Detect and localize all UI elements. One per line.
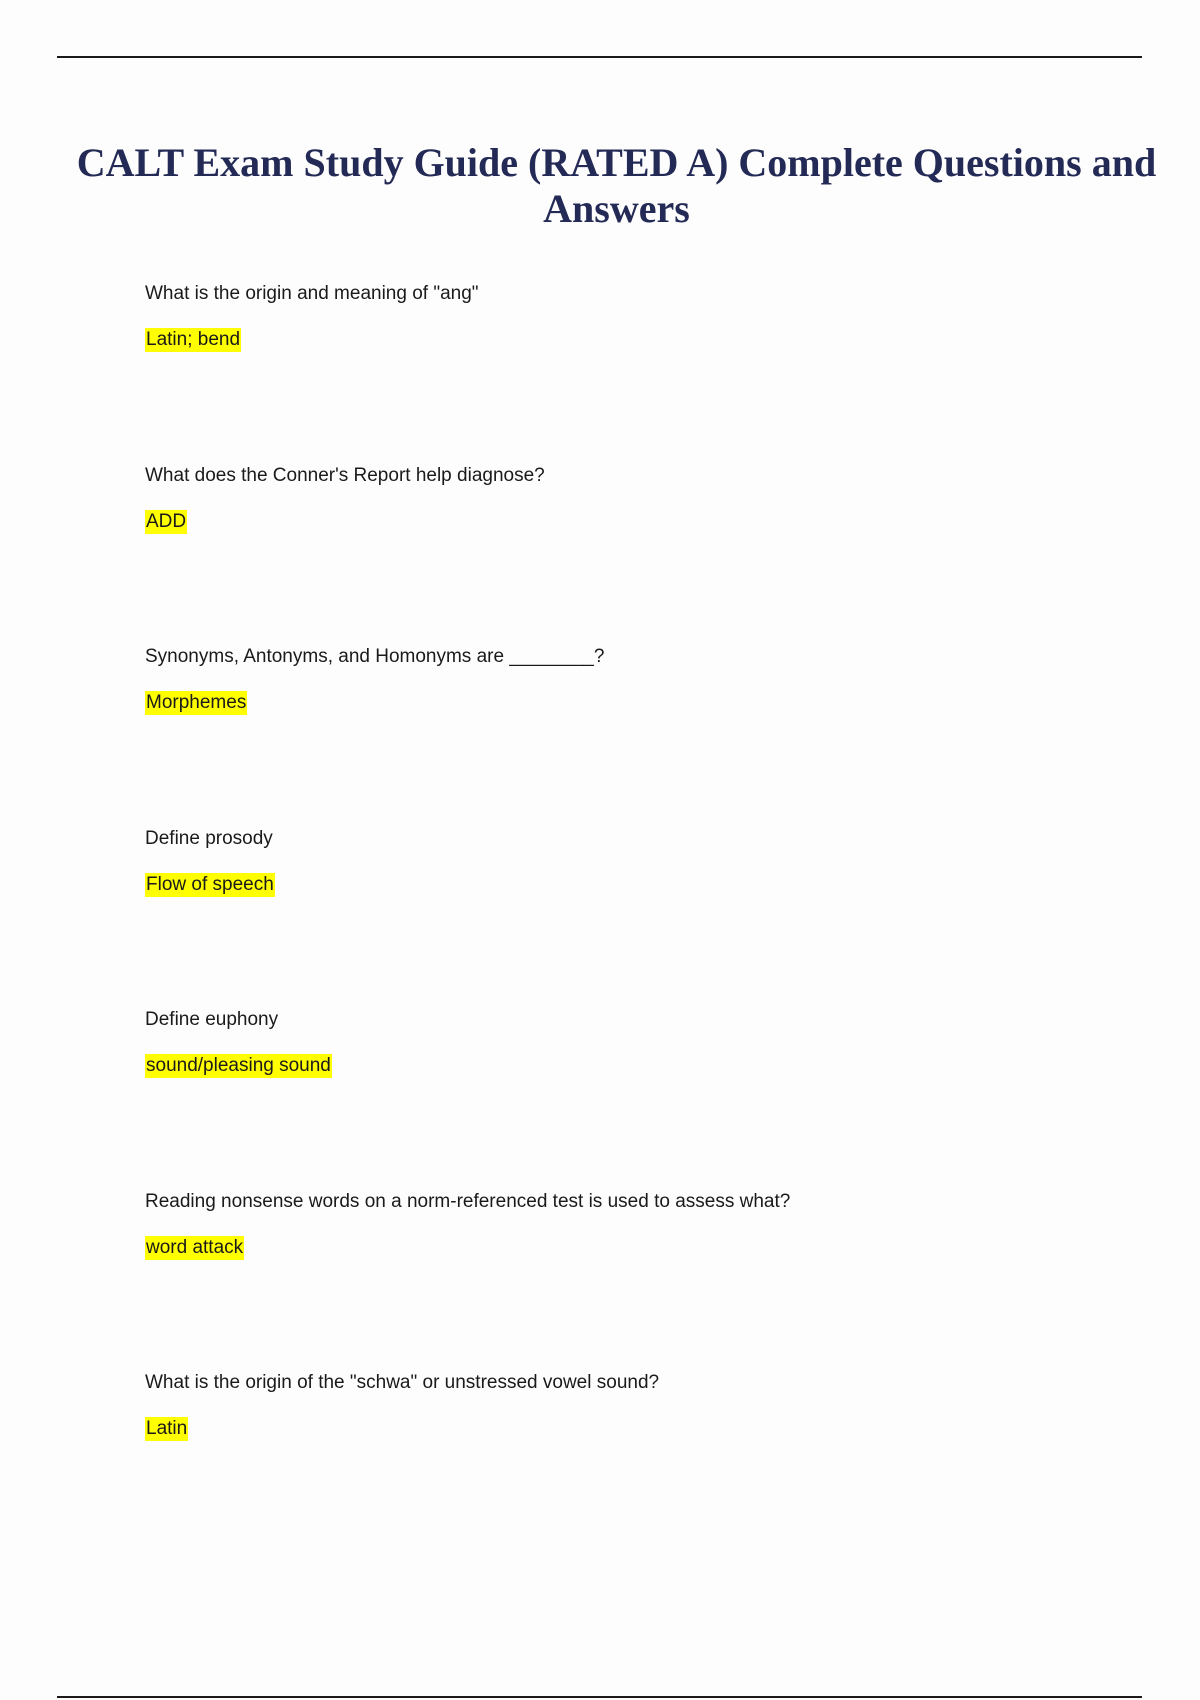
- document-title: CALT Exam Study Guide (RATED A) Complete Questions and Answers: [76, 140, 1157, 231]
- question-text: What is the origin and meaning of "ang": [145, 283, 479, 304]
- question-text: What is the origin of the "schwa" or unstressed vowel sound?: [145, 1372, 660, 1393]
- answer-highlight: ADD: [146, 510, 187, 532]
- qa-item: [145, 1190, 1145, 1372]
- answer-highlight: sound/pleasing sound: [146, 1055, 331, 1076]
- question-text: Define euphony: [145, 1009, 279, 1030]
- qa-item: [145, 464, 1145, 646]
- question-text: Synonyms, Antonyms, and Homonyms are ________?: [145, 646, 605, 667]
- answer-highlight: word attack: [146, 1236, 244, 1258]
- question-text: Reading nonsense words on a norm-referenced test is used to assess what?: [145, 1190, 791, 1212]
- answer-highlight: Morphemes: [146, 692, 247, 713]
- question-text: What does the Conner's Report help diagnose?: [145, 464, 545, 486]
- footer-rule: [57, 1696, 1142, 1698]
- qa-item: [145, 1371, 1145, 1553]
- answer-highlight: Flow of speech: [146, 873, 274, 895]
- header-rule: [57, 56, 1142, 58]
- qa-item: [145, 282, 1145, 464]
- qa-item: [145, 1008, 1145, 1190]
- question-text: Define prosody: [145, 827, 273, 849]
- qa-list: [145, 282, 1145, 1553]
- answer-highlight: Latin: [146, 1418, 188, 1439]
- answer-highlight: Latin; bend: [146, 329, 241, 350]
- qa-item: [145, 827, 1145, 1009]
- qa-item: [145, 645, 1145, 827]
